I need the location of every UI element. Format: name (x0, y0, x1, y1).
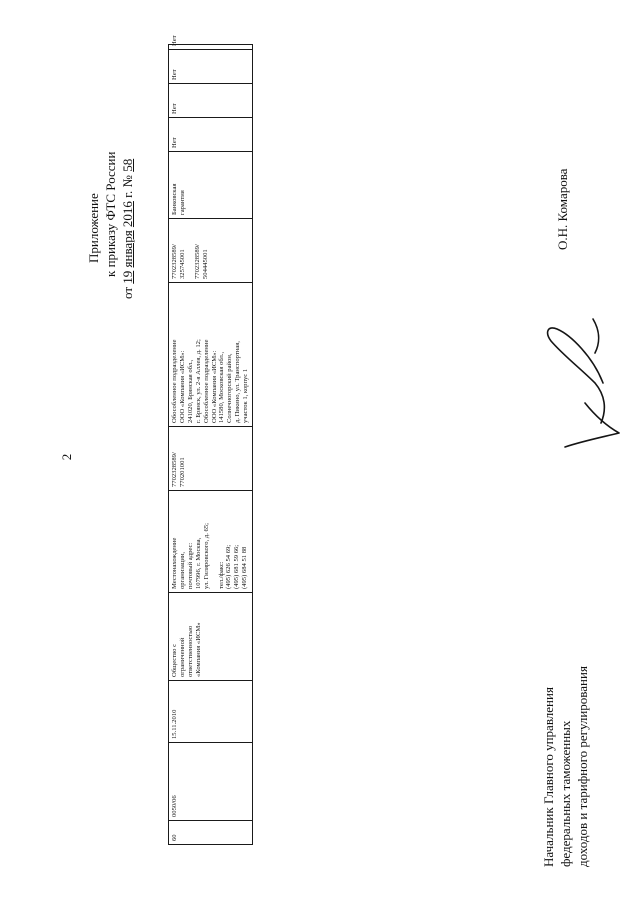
flag-cell: Нет (169, 45, 253, 50)
order-reference: к приказу ФТС России (103, 151, 118, 277)
signer-name: О.Н. Комарова (555, 168, 570, 250)
order-day: 19 (120, 270, 135, 284)
division-inn-kpp: 7702328589/ 325745001 7702328589/ 504445001 (169, 219, 253, 283)
organization-address: Местонахождение организации, почтовый адрес: 107996, г. Москва, ул. Гиляровского, д. 65; тел./факс: (495) 626 54 69; (495) 681 59 66; (495) 684 51 88 (169, 491, 253, 593)
order-number: 58 (120, 158, 135, 172)
signatory-position: Начальник Главного управления федеральных таможенных доходов и тарифного регулирования (541, 666, 590, 867)
order-year: 2016 (120, 201, 135, 228)
inn-kpp: 7702328589/ 770201001 (169, 427, 253, 491)
registration-number: 0050/06 (169, 743, 253, 821)
page-number: 2 (59, 453, 74, 461)
registry-table (168, 35, 253, 845)
table-row (169, 45, 253, 845)
row-number: 60 (169, 821, 253, 845)
handwritten-signature (535, 313, 630, 453)
inclusion-date: 15.11.2010 (169, 681, 253, 743)
flag-cell: Нет (169, 84, 253, 118)
order-date-line: от 19 января 2016 г. № 58 (120, 158, 135, 299)
appendix-title: Приложение (86, 193, 101, 263)
order-month: января (120, 230, 135, 268)
flag-cell: Нет (169, 118, 253, 152)
flag-cell: Нет (169, 50, 253, 84)
guarantee-type: Банковская гарантия (169, 152, 253, 219)
organization-name: Общество с ограниченной ответственностью «Компания «ИСМ» (169, 593, 253, 681)
appendix-header (85, 59, 136, 299)
separate-divisions: Обособленное подразделение ООО «Компания «ИСМ»: 241020, Брянская обл., г. Брянск, ул. 2-я Аллея, д. 12; Обособленное подразделение ООО «Компания «ИСМ»: 141580, Московская обл., Солнечногорский район, д. Пикино, ул. Транспортная, участок 1, корпус 1 (169, 283, 253, 427)
